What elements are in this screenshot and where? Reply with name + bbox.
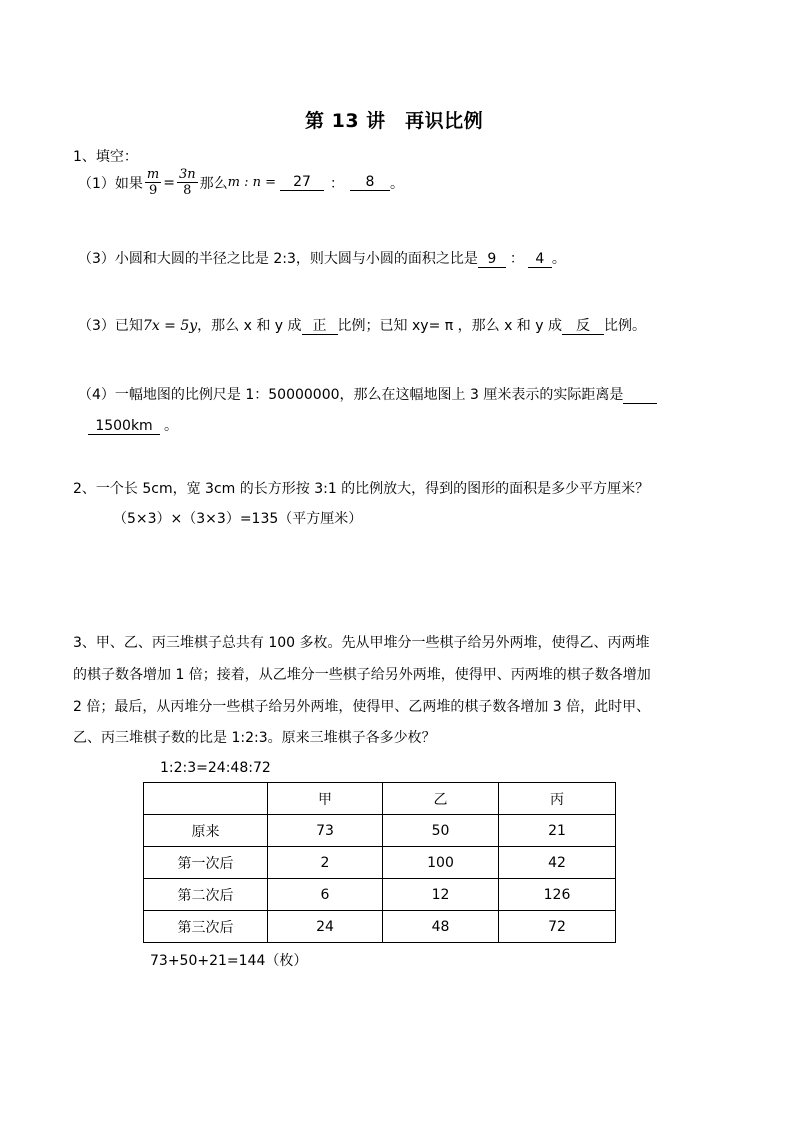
q1-part3-mid2: 比例；已知 xy= π ，那么 x 和 y 成 — [337, 318, 562, 334]
table-cell: 21 — [499, 815, 616, 847]
answer-blank: 4 — [528, 251, 552, 268]
q1-part2-text: （3）小圆和大圆的半径之比是 2:3，则大圆与小圆的面积之比是 — [78, 251, 478, 267]
q1-part1 — [78, 167, 404, 198]
answer-blank: 27 — [280, 174, 324, 191]
q1-part4-text: （4）一幅地图的比例尺是 1：50000000，那么在这幅地图上 3 厘米表示的实际距离是 — [78, 387, 624, 403]
q3-line: 2 倍；最后，从丙堆分一些棋子给另外两堆，使得甲、乙两堆的棋子数各增加 3 倍，此时甲、 — [73, 699, 651, 715]
ratio-note: 1:2:3=24:48:72 — [160, 760, 271, 776]
q3-line: 3、甲、乙、丙三堆棋子总共有 100 多枚。先从甲堆分一些棋子给另外两堆，使得乙、丙两堆 — [73, 635, 650, 651]
answer-blank: 1500km — [88, 418, 160, 435]
q1-part1-prefix: （1）如果 — [78, 175, 143, 192]
separator: ： — [330, 175, 345, 192]
q1-part3-end: 比例。 — [604, 318, 646, 334]
table-row — [144, 879, 616, 911]
table-cell: 第三次后 — [144, 911, 268, 943]
q1-part3-mid1: ，那么 x 和 y 成 — [197, 318, 302, 334]
q2-question: 2、一个长 5cm，宽 3cm 的长方形按 3:1 的比例放大，得到的图形的面积是多少平方厘米？ — [73, 481, 650, 497]
fraction-numerator: m — [146, 167, 160, 182]
answer-blank-start — [623, 387, 657, 404]
answer-blank: 8 — [350, 174, 390, 191]
fraction-3n-over-8 — [177, 167, 198, 198]
q1-part4 — [78, 384, 657, 404]
table-cell: 原来 — [144, 815, 268, 847]
q1-heading: 1、填空： — [73, 149, 138, 165]
chess-pieces-table — [143, 782, 616, 943]
table-cell: 48 — [383, 911, 499, 943]
fraction-denominator: 8 — [183, 183, 192, 198]
table-header-cell: 乙 — [383, 783, 499, 815]
q1-part3-prefix: （3）已知 — [78, 318, 143, 334]
answer-blank: 9 — [478, 251, 506, 268]
table-header-row — [144, 783, 616, 815]
page-title: 第 13 讲 再识比例 — [305, 110, 484, 132]
table-header-cell: 丙 — [499, 783, 616, 815]
period: 。 — [551, 251, 566, 267]
table-cell: 12 — [383, 879, 499, 911]
answer-blank: 反 — [562, 318, 604, 335]
equals-sign: = — [163, 174, 175, 191]
q1-part1-mid: 那么 — [199, 175, 228, 192]
table-cell: 100 — [383, 847, 499, 879]
period: 。 — [390, 175, 405, 192]
period: 。 — [164, 418, 178, 434]
table-cell: 73 — [268, 815, 383, 847]
table-cell: 第一次后 — [144, 847, 268, 879]
q3-line: 的棋子数各增加 1 倍；接着，从乙堆分一些棋子给另外两堆，使得甲、丙两堆的棋子数各增加 — [73, 667, 651, 683]
table-row — [144, 815, 616, 847]
q2-answer: （5×3）×（3×3）=135（平方厘米） — [113, 511, 363, 527]
table-header-cell — [144, 783, 268, 815]
equation: 7x = 5y — [142, 318, 198, 334]
sum-note: 73+50+21=144（枚） — [150, 953, 308, 969]
answer-blank: 正 — [302, 318, 338, 335]
fraction-m-over-9 — [145, 167, 161, 198]
table-cell: 2 — [268, 847, 383, 879]
table-cell: 24 — [268, 911, 383, 943]
table-cell: 第二次后 — [144, 879, 268, 911]
table-cell: 126 — [499, 879, 616, 911]
fraction-denominator: 9 — [148, 183, 158, 198]
q1-part3 — [78, 315, 646, 335]
table-cell: 50 — [383, 815, 499, 847]
table-header-cell: 甲 — [268, 783, 383, 815]
ratio-expression: m : n = — [227, 175, 277, 190]
table-row — [144, 847, 616, 879]
q3-line: 乙、丙三堆棋子数的比是 1:2:3。原来三堆棋子各多少枚？ — [73, 730, 436, 746]
fraction-numerator: 3n — [178, 167, 196, 182]
separator: ： — [509, 251, 524, 267]
table-cell: 72 — [499, 911, 616, 943]
table-row — [144, 911, 616, 943]
q1-part4-cont — [88, 415, 178, 435]
table-cell: 6 — [268, 879, 383, 911]
q1-part2 — [78, 248, 566, 268]
table-cell: 42 — [499, 847, 616, 879]
